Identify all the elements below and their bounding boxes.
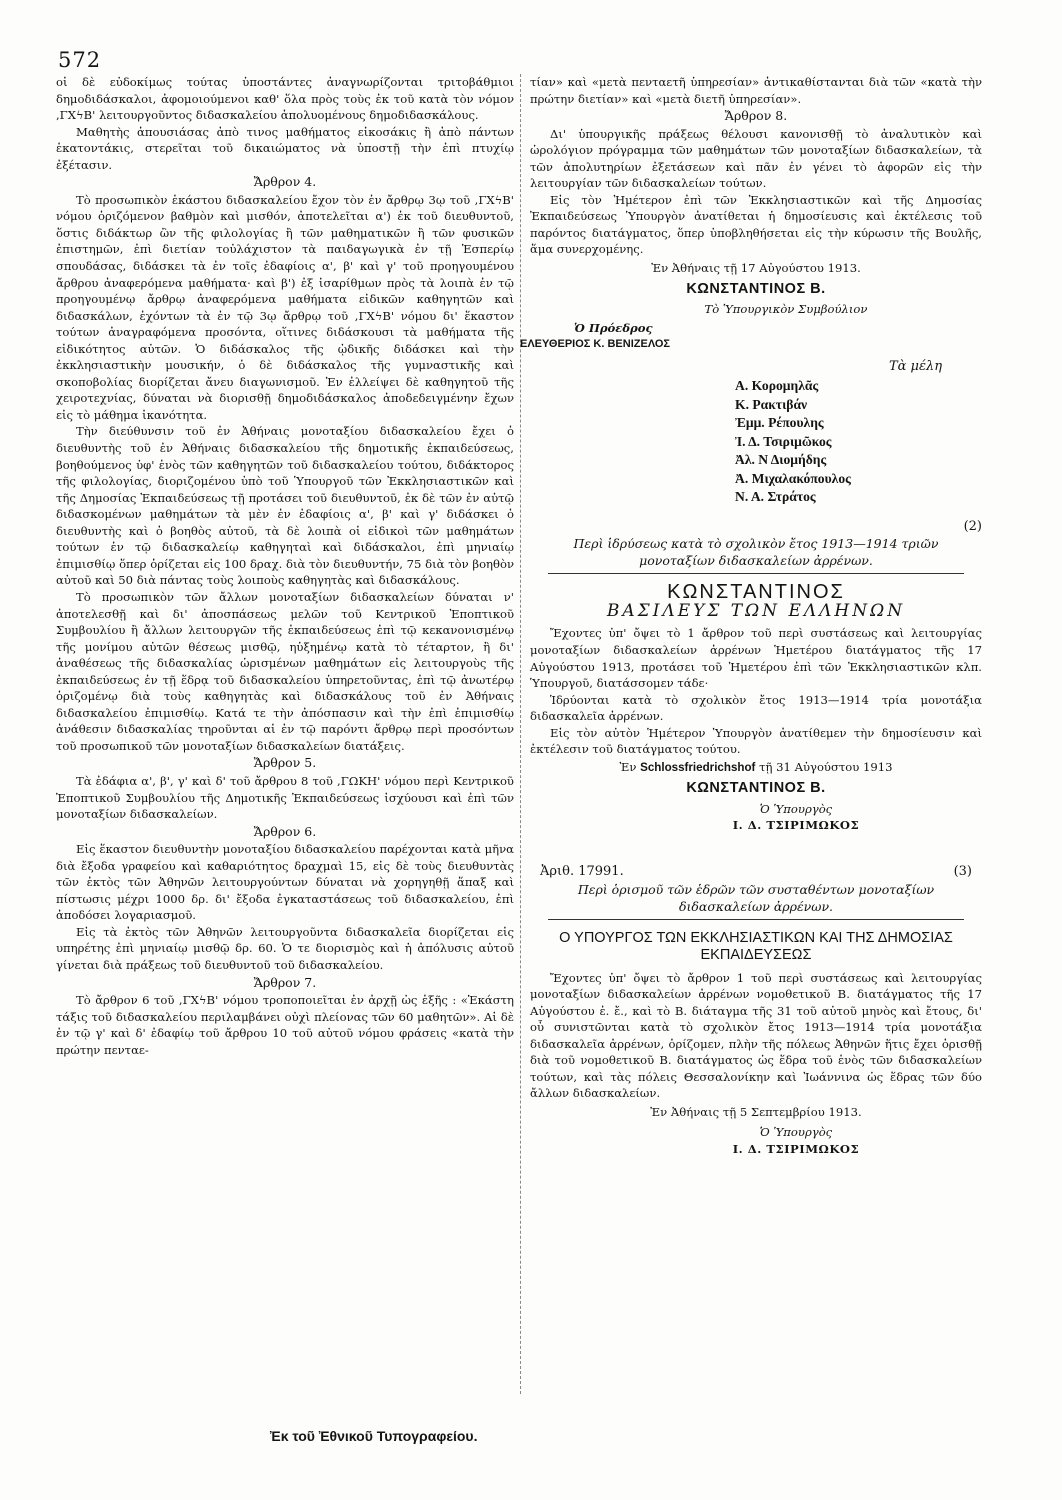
paragraph: Τὸ ἄρθρον 6 τοῦ ,ΓΧϟΒ' νόμου τροποποιεῖται ἐν ἀρχῇ ὡς ἑξῆς : «Ἑκάστη τάξις τοῦ διδασκαλείου περιλαμβάνει οὐχὶ πλείονας τῶν 60 μαθητῶν». Αἱ δὲ ἐν τῷ γ' καὶ δ' ἐδαφίῳ τοῦ ἄρθρου 10 τοῦ αὐτοῦ νόμου φράσεις «κατὰ τὴν πρώτην πενταε- (56, 993, 514, 1057)
minister-name: Ι. Δ. ΤΣΙΡΙΜΩΚΟΣ (732, 818, 860, 833)
section-reference (540, 864, 972, 881)
members-title: Τὰ μέλη (888, 358, 942, 374)
paragraph: Τὸ προσωπικὸν τῶν ἄλλων μονοταξίων διδασκαλείων δύναται ν' ἀποτελεσθῇ καὶ δι' ἀποσπάσεως μελῶν τοῦ Κεντρικοῦ Ἐποπτικοῦ Συμβουλίου ἢ ἄλλων λειτουργῶν τῆς ἐκπαιδεύσεως ἐπὶ τῷ κεκανονισμένῳ τῆς μονίμου αὐτῶν θέσεως μισθῷ, ηὐξημένῳ κατὰ τὸ τέταρτον, ἢ δι' ἀναθέσεως τῆς διδασκαλίας ὡρισμένων μαθημάτων εἰς λειτουργοὺς τῆς ἐκπαιδεύσεως ἐν τῇ ἕδρᾳ τοῦ διδασκαλείου ὑπηρετοῦντας, ἐπὶ τῷ ἀνωτέρῳ ὁριζομένῳ διὰ τοὺς καθηγητὰς καὶ διδασκάλους τοῦ ἐν Ἀθήναις διδασκαλείου ἐπιμισθίῳ. Κατά τε τὴν ἀπόσπασιν καὶ τὴν ἐπὶ ἐπιμισθίῳ ἀνάθεσιν διδασκαλίας τηροῦνται αἱ ἐν τῷ παρόντι ἄρθρῳ περὶ προσόντων τοῦ προσωπικοῦ τῶν μονοταξίων διδασκαλείων διατάξεις. (56, 589, 514, 753)
member-name: Ἀ. Μιχαλακόπουλος (735, 470, 851, 486)
paragraph: Εἰς τὰ ἐκτὸς τῶν Ἀθηνῶν λειτουργοῦντα διδασκαλεῖα διορίζεται εἰς υπηρέτης ἐπὶ μηνιαίῳ μισθῷ δρ. 60. Ὁ τε διορισμὸς καὶ ἡ ἀπόλυσις αὐτοῦ γίνεται διὰ πράξεως τοῦ διευθυντοῦ τοῦ διδασκαλείου. (56, 924, 514, 972)
king-signature: ΚΩΝΣΤΑΝΤΙΝΟΣ Β. (686, 780, 826, 797)
place-prefix: Ἐν (619, 759, 637, 774)
member-name: Α. Κορομηλᾶς (735, 378, 819, 394)
decree-subheading: ΒΑΣΙΛΕΥΣ ΤΩΝ ΕΛΛΗΝΩΝ (606, 600, 906, 621)
president-name: ΕΛΕΥΘΕΡΙΟΣ Κ. ΒΕΝΙΖΕΛΟΣ (520, 338, 671, 351)
paragraph: Ἱδρύονται κατὰ τὸ σχολικὸν ἔτος 1913—1914 τρία μονοτάξια διδασκαλεῖα ἀρρένων. (530, 692, 982, 724)
paragraph: Τὰ ἐδάφια α', β', γ' καὶ δ' τοῦ ἄρθρου 8 τοῦ ,ΓΩΚΗ' νόμου περὶ Κεντρικοῦ Ἐποπτικοῦ Συμβουλίου τῆς Δημοτικῆς Ἐκπαιδεύσεως ἰσχύουσι καὶ ἐπὶ τῶν μονοταξίων διδασκαλείων. (56, 773, 514, 822)
king-signature: ΚΩΝΣΤΑΝΤΙΝΟΣ Β. (686, 280, 826, 297)
page-number: 572 (58, 48, 102, 72)
paragraph: Δι' ὑπουργικῆς πράξεως θέλουσι κανονισθῇ τὸ ἀναλυτικὸν καὶ ὡρολόγιον πρόγραμμα τῶν μαθημάτων τῶν μονοταξίων διδασκαλείων, τὰ τῶν ἀπολυτηρίων ἐξετάσεων καὶ πᾶν ἐν γένει τὸ ἀφορῶν εἰς τὴν λειτουργίαν τῶν διδασκαλείων τούτων. (530, 126, 982, 191)
minister-name: Ι. Δ. ΤΣΙΡΙΜΩΚΟΣ (732, 1142, 860, 1157)
decree-heading: Ο ΥΠΟΥΡΓΟΣ ΤΩΝ ΕΚΚΛΗΣΙΑΣΤΙΚΩΝ ΚΑΙ ΤΗΣ ΔΗΜΟΣΙΑΣ ΕΚΠΑΙΔΕΥΣΕΩΣ (559, 929, 953, 963)
decree-heading: ΚΩΝΣΤΑΝΤΙΝΟΣ (667, 581, 845, 604)
article-heading: Ἄρθρον 4. (253, 174, 317, 190)
minister-title: Ὁ Ὑπουργὸς (759, 1125, 833, 1140)
minister-title: Ὁ Ὑπουργὸς (759, 801, 833, 816)
member-name: Ἰ. Δ. Τσιριμῶκος (735, 433, 832, 449)
left-column (56, 74, 514, 1058)
paragraph: Μαθητὴς ἀπουσιάσας ἀπὸ τινος μαθήματος εἰκοσάκις ἢ ἀπὸ πάντων ἑκατοντάκις, στερεῖται τοῦ δικαιώματος νὰ ὑποστῇ τὴν ἐπὶ πτυχίῳ ἐξέτασιν. (56, 124, 514, 172)
paragraph: Τὸ προσωπικὸν ἑκάστου διδασκαλείου ἔχον τὸν ἐν ἄρθρῳ 3ῳ τοῦ ,ΓΧϟΒ' νόμου ὁριζόμενον βαθμὸν καὶ μισθόν, ἀποτελεῖται α') ἐκ τοῦ διευθυντοῦ, ὅστις διδάκτωρ ὢν τῆς φιλολογίας ἢ τῶν μαθηματικῶν ἢ τῶν φυσικῶν ἐπιστημῶν, ἐπὶ διετίαν τοὐλάχιστον τὰ παιδαγωγικὰ ἐν τῇ Ἑσπερίῳ σπουδάσας, διδάσκει τὰ ἐν τοῖς ἐδαφίοις α', β' καὶ γ' τοῦ προηγουμένου ἄρθρου ἀναφερόμενα μαθήματα· καὶ β') ἐξ ἰσαρίθμων πρὸς τὰ λοιπὰ ἐν τῷ προηγουμένῳ ἄρθρῳ ἀναφερόμενα μαθήματα εἰδικῶν καθηγητῶν καὶ διδασκάλων, ἐχόντων τὰ ἐν τῷ 3ῳ ἄρθρῳ τοῦ ,ΓΧϟΒ' νόμου δι' ἕκαστον τούτων ἀναγραφόμενα προσόντα, οἵτινες διδάσκουσι τὰ μαθήματα τῆς εἰδικότητος αὐτῶν. Ὁ διδάσκαλος τῆς ᾠδικῆς διδάσκει καὶ τὴν ἐκκλησιαστικὴν μουσικήν, ὁ δὲ διδάσκαλος τῆς γυμναστικῆς καὶ σκοποβολίας διορίζεται ἄνευ διαγωνισμοῦ. Ἐν ἐλλείψει δὲ καθηγητοῦ τῆς χειροτεχνίας, δύναται νὰ διορισθῇ δημοδιδάσκαλος ἀποδεδειγμένην ἔχων εἰς τὸ μάθημα ἱκανότητα. (56, 192, 514, 422)
member-name: Ἀλ. Ν Διομήδης (735, 452, 827, 468)
paragraph: τίαν» καὶ «μετὰ πενταετῆ ὑπηρεσίαν» ἀντικαθίστανται διὰ τῶν «κατὰ τὴν πρώτην διετίαν» καὶ «μετὰ διετῆ ὑπηρεσίαν». (530, 75, 982, 106)
section-number: (2) (963, 518, 982, 534)
printer-imprint: Ἐκ τοῦ Ἐθνικοῦ Τυπογραφείου. (270, 1428, 478, 1444)
article-heading: Ἄρθρον 8. (724, 108, 788, 124)
members-list (735, 377, 982, 507)
section-title: Περὶ ὁρισμοῦ τῶν ἑδρῶν τῶν συσταθέντων μονοταξίων διδασκαλείων ἀρρένων. (548, 881, 964, 920)
member-name: Ν. Α. Στράτος (735, 489, 816, 505)
council-title: Τὸ Ὑπουργικὸν Συμβούλιον (704, 302, 868, 317)
column-divider (520, 74, 521, 1394)
paragraph: Εἰς τὸν Ἡμέτερον ἐπὶ τῶν Ἐκκλησιαστικῶν καὶ τῆς Δημοσίας Ἐκπαιδεύσεως Ὑπουργὸν ἀνατίθεται ἡ δημοσίευσις καὶ ἐκτέλεσις τοῦ παρόντος διατάγματος, ὅπερ ὑποβληθήσεται εἰς τὴν κύρωσιν τῆς Βουλῆς, ἅμα συνερχομένης. (530, 192, 982, 257)
paragraph: Τὴν διεύθυνσιν τοῦ ἐν Ἀθήναις μονοταξίου διδασκαλείου ἔχει ὁ διευθυντὴς τοῦ ἐν Ἀθήναις διδασκαλείου τῆς δημοτικῆς ἐκπαιδεύσεως, βοηθούμενος ὑφ' ἑνὸς τῶν καθηγητῶν τοῦ διδασκαλείου τούτου, διδάκτορος τῆς φιλολογίας, διοριζομένου ὑπὸ τοῦ Ὑπουργοῦ τῶν Ἐκκλησιαστικῶν καὶ τῆς Δημοσίας Ἐκπαιδεύσεως τῇ προτάσει τοῦ διευθυντοῦ, ἐκ δὲ τῶν ἐν αὐτῷ διδασκομένων μαθημάτων τὰ μὲν ἐν ἐδαφίοις α', β' καὶ γ' διδάσκει ὁ διευθυντὴς καὶ ὁ βοηθὸς αὐτοῦ, τὰ δὲ λοιπὰ οἱ εἰδικοὶ τῶν μαθημάτων τούτων ἐν τῷ διδασκαλείῳ καθηγηταὶ καὶ διδάσκαλοι, ἐπὶ μηνιαίῳ ἐπιμισθίῳ ὅπερ ὁρίζεται εἰς 100 δραχ. διὰ τὸν διευθυντήν, 75 διὰ τὸν βοηθὸν αὐτοῦ καὶ 50 διὰ πάντας τοὺς λοιποὺς καθηγητὰς καὶ διδασκάλους. (56, 424, 514, 588)
paragraph: Εἰς τὸν αὐτὸν Ἡμέτερον Ὑπουργὸν ἀνατίθεμεν τὴν δημοσίευσιν καὶ ἐκτέλεσιν τοῦ διατάγματος τούτου. (530, 725, 982, 757)
section-number: (3) (953, 864, 972, 879)
article-heading: Ἄρθρον 6. (253, 823, 317, 839)
paragraph: Ἔχοντες ὑπ' ὄψει τὸ 1 ἄρθρον τοῦ περὶ συστάσεως καὶ λειτουργίας μονοταξίων διδασκαλείων ἀρρένων Ἡμετέρου διατάγματος τῆς 17 Αὐγούστου 1913, προτάσει τοῦ Ἡμετέρου ἐπὶ τῶν Ἐκκλησιαστικῶν κλπ. Ὑπουργοῦ, διατάσσομεν τάδε· (530, 626, 982, 691)
place-date: τῇ 31 Αὐγούστου 1913 (759, 759, 893, 774)
article-heading: Ἄρθρον 7. (253, 974, 317, 990)
right-column (520, 74, 982, 1158)
member-name: Κ. Ρακτιβάν (735, 396, 808, 412)
paragraph: Ἔχοντες ὑπ' ὄψει τὸ ἄρθρον 1 τοῦ περὶ συστάσεως καὶ λειτουργίας μονοταξίων διδασκαλείων ἀρρένων νομοθετικοῦ Β. διατάγματος τῆς 17 Αὐγούστου ἐ. ἔ., καὶ τὸ Β. διάταγμα τῆς 31 τοῦ αὐτοῦ μηνὸς καὶ ἔτους, δι' οὗ συνιστῶνται κατὰ τὸ σχολικὸν ἔτος 1913—1914 τρία μονοτάξια διδασκαλεῖα ἀρρένων, ὁρίζομεν, πλὴν τῆς πόλεως Ἀθηνῶν ἥτις ἔχει ὁρισθῇ διὰ τοῦ νομοθετικοῦ Β. διατάγματος ὡς ἕδρα τοῦ ἑνὸς τῶν διδασκαλείων τούτων, καὶ τὰς πόλεις Θεσσαλονίκην καὶ Ἰωάννινα ὡς ἕδρας τῶν δύο ἄλλων διδασκαλείων. (530, 970, 982, 1101)
signature-place (530, 759, 982, 777)
member-name: Ἐμμ. Ρέπουλης (735, 415, 824, 431)
paragraph: Εἰς ἕκαστον διευθυντὴν μονοταξίου διδασκαλείου παρέχονται κατὰ μῆνα διὰ ἔξοδα γραφείου καὶ καθαριότητος δραχμαὶ 15, εἰς δὲ τοὺς διευθυντὰς τῶν ἐκτὸς τῶν Ἀθηνῶν λειτουργούντων δύναται νὰ χορηγηθῇ ἅπαξ καὶ πίστωσις μέχρι 1000 δρ. δι' ἔξοδα ἐγκαταστάσεως τοῦ διδασκαλείου, ἐπὶ ἀποδόσει λογαριασμοῦ. (56, 842, 514, 923)
paragraph: οἱ δὲ εὐδοκίμως τούτας ὑποστάντες ἀναγνωρίζονται τριτοβάθμιοι δημοδιδάσκαλοι, ἀφομοιούμενοι καθ' ὅλα πρὸς τοὺς ἐκ τοῦ κατὰ τὸν νόμον ,ΓΧϟΒ' λειτουργοῦντος διδασκαλείου ἀπολυομένους δημοδιδασκάλους. (56, 75, 514, 123)
place-name: Schlossfriedrichshof (640, 760, 756, 774)
section-title: Περὶ ἱδρύσεως κατὰ τὸ σχολικὸν ἔτος 1913—1914 τριῶν μονοταξίων διδασκαλείων ἀρρένων. (548, 535, 964, 574)
president-title: Ὁ Πρόεδρος (574, 320, 653, 335)
signature-date: Ἐν Ἀθήναις τῇ 17 Αὐγούστου 1913. (651, 261, 861, 276)
signature-date: Ἐν Ἀθήναις τῇ 5 Σεπτεμβρίου 1913. (650, 1104, 862, 1119)
reference-number: Ἀριθ. 17991. (540, 864, 624, 879)
article-heading: Ἄρθρον 5. (253, 755, 317, 771)
